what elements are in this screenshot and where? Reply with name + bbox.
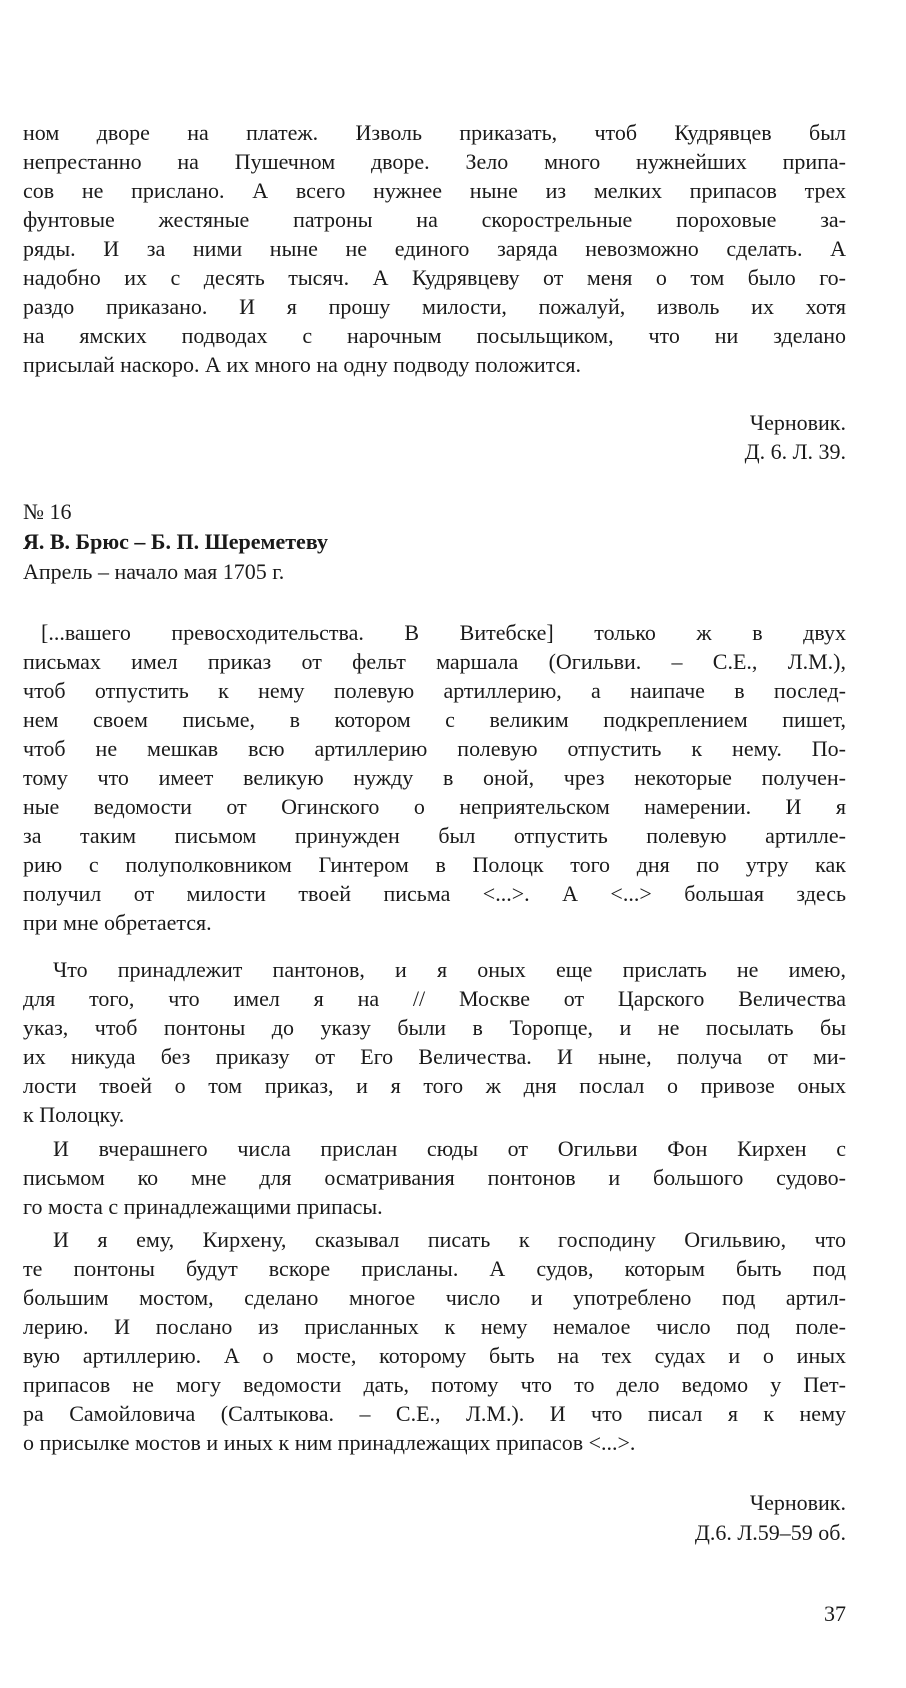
text-line: лерию. И послано из присланных к нему немалое число под поле-: [23, 1314, 846, 1339]
text-line: получил от милости твоей письма <...>. А <...> большая здесь: [23, 881, 846, 906]
paragraph-4: [23, 1225, 846, 1457]
text-line: письмах имел приказ от фельт маршала (Огильви. – С.Е., Л.М.),: [23, 649, 846, 674]
text-line: надобно их с десять тысяч. А Кудрявцеву от меня о том было го-: [23, 265, 846, 290]
text-line: ряды. И за ними ныне не единого заряда невозможно сделать. А: [23, 236, 846, 261]
text-line: рию с полуполковником Гинтером в Полоцк того дня по утру как: [23, 852, 846, 877]
text-line: непрестанно на Пушечном дворе. Зело много нужнейших припа-: [23, 149, 846, 174]
text-line: ра Самойловича (Салтыкова. – С.Е., Л.М.). И что писал я к нему: [23, 1401, 846, 1426]
text-line: о присылке мостов и иных к ним принадлежащих припасов <...>.: [23, 1430, 636, 1455]
text-line: те понтоны будут вскоре присланы. А судов, которым быть под: [23, 1256, 846, 1281]
document-number: № 16: [23, 499, 72, 524]
document-date: Апрель – начало мая 1705 г.: [23, 559, 285, 584]
text-line: за таким письмом принужден был отпустить полевую артилле-: [23, 823, 846, 848]
paragraph-3: [23, 1134, 846, 1221]
top-paragraph: [23, 118, 846, 379]
text-line: письмом ко мне для осматривания понтонов и большого судово-: [23, 1165, 846, 1190]
text-line: большим мостом, сделано многое число и употреблено под артил-: [23, 1285, 846, 1310]
text-line: на ямских подводах с нарочным посыльщиком, что ни зделано: [23, 323, 846, 348]
document-heading: Я. В. Брюс – Б. П. Шереметеву: [23, 529, 328, 554]
source-note-ref: Д.6. Л.59–59 об.: [694, 1520, 846, 1545]
text-line: И вчерашнего числа прислан сюды от Огильви Фон Кирхен с: [53, 1136, 846, 1161]
text-line: к Полоцку.: [23, 1102, 125, 1127]
paragraph-2: [23, 955, 846, 1129]
text-line: их никуда без приказу от Его Величества. И ныне, получа от ми-: [23, 1044, 846, 1069]
text-line: чтоб не мешкав всю артиллерию полевую отпустить к нему. По-: [23, 736, 846, 761]
text-line: для того, что имел я на // Москве от Царского Величества: [23, 986, 846, 1011]
text-line: Что принадлежит пантонов, и я оных еще прислать не имею,: [53, 957, 846, 982]
text-line: раздо приказано. И я прошу милости, пожалуй, изволь их хотя: [23, 294, 846, 319]
text-line: го моста с принадлежащими припасы.: [23, 1194, 383, 1219]
paragraph-1: [23, 618, 846, 937]
page-number: 37: [824, 1601, 846, 1626]
text-line: тому что имеет великую нужду в оной, чрез некоторые получен-: [23, 765, 846, 790]
text-line: ные ведомости от Огинского о неприятельском намерении. И я: [23, 794, 846, 819]
text-line: [...вашего превосходительства. В Витебске] только ж в двух: [41, 620, 846, 645]
text-line: нем своем письме, в котором с великим подкреплением пишет,: [23, 707, 846, 732]
text-line: лости твоей о том приказ, и я того ж дня послал о привозе оных: [23, 1073, 846, 1098]
text-line: вую артиллерию. А о мосте, которому быть на тех судах и о иных: [23, 1343, 846, 1368]
text-line: припасов не могу ведомости дать, потому что то дело ведомо у Пет-: [23, 1372, 846, 1397]
text-line: присылай наскоро. А их много на одну подводу положится.: [23, 352, 581, 377]
text-line: сов не прислано. А всего нужнее ныне из мелких припасов трех: [23, 178, 846, 203]
text-line: указ, чтоб понтоны до указу были в Торопце, и не посылать бы: [23, 1015, 846, 1040]
text-line: при мне обретается.: [23, 910, 212, 935]
text-line: чтоб отпустить к нему полевую артиллерию, а наипаче в послед-: [23, 678, 846, 703]
text-line: И я ему, Кирхену, сказывал писать к господину Огильвию, что: [53, 1227, 846, 1252]
source-note-ref: Д. 6. Л. 39.: [744, 439, 846, 464]
source-note-type: Черновик.: [749, 410, 846, 435]
source-note-type: Черновик.: [749, 1490, 846, 1515]
text-line: ном дворе на платеж. Изволь приказать, чтоб Кудрявцев был: [23, 120, 846, 145]
text-line: фунтовые жестяные патроны на скорострельные пороховые за-: [23, 207, 846, 232]
